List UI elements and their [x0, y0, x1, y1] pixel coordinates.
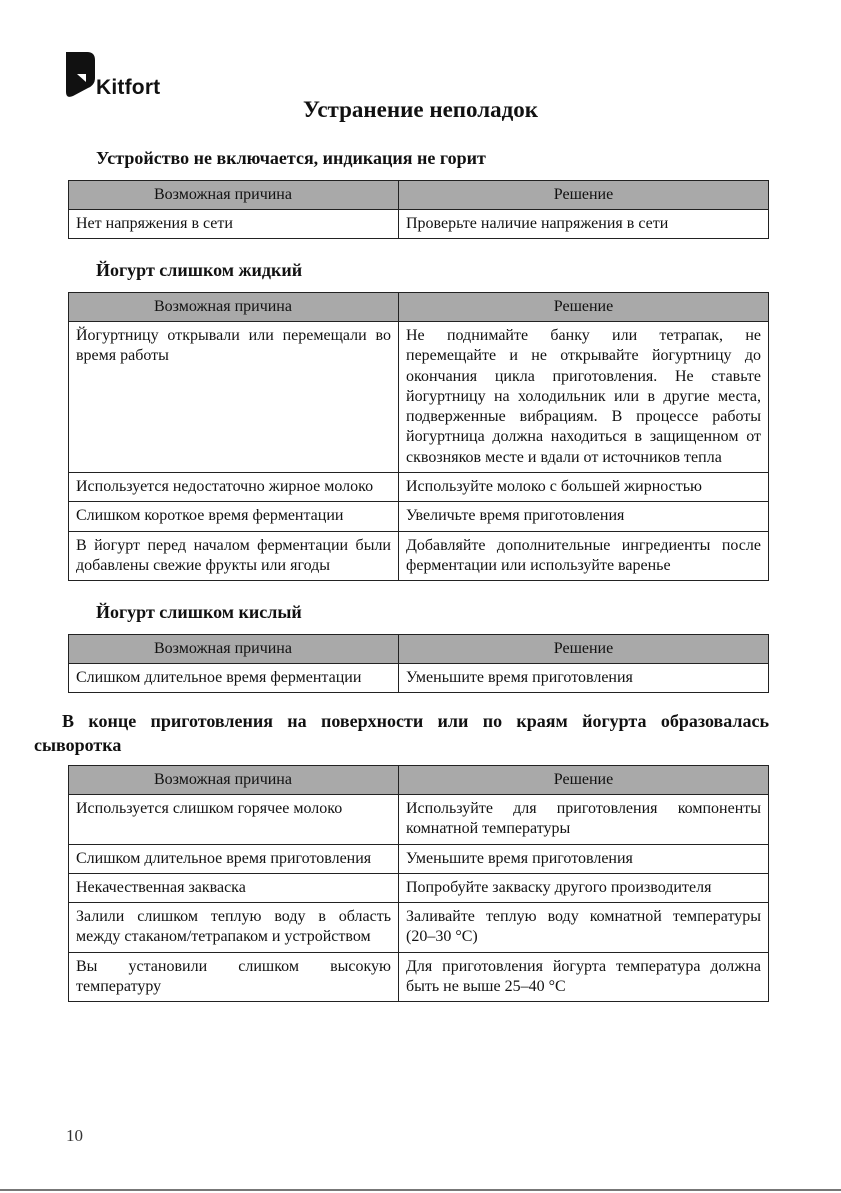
solution-cell: Проверьте наличие напряжения в сети [399, 210, 769, 239]
cause-cell: Слишком короткое время ферментации [69, 502, 399, 531]
header-cause: Возможная причина [69, 766, 399, 795]
table-header-row [69, 766, 769, 795]
table-row [69, 664, 769, 693]
troubleshooting-table [68, 634, 769, 693]
troubleshooting-table [68, 180, 769, 239]
header-cause: Возможная причина [69, 293, 399, 322]
page-number: 10 [66, 1126, 83, 1145]
table-header-row [69, 293, 769, 322]
header-solution: Решение [399, 181, 769, 210]
page-title: Устранение неполадок [302, 97, 539, 122]
solution-cell: Увеличьте время приготовления [399, 502, 769, 531]
cause-cell: Йогуртницу открывали или перемещали во время работы [69, 322, 399, 473]
table-header-row [69, 635, 769, 664]
cause-cell: Вы установили слишком высокую температуру [69, 952, 399, 1002]
kitfort-logo [66, 52, 176, 100]
solution-cell: Не поднимайте банку или тетрапак, не перемещайте и не открывайте йогуртницу до окончания цикла приготовления. Не ставьте йогуртницу на холодильник или в другие места, подверженные вибрациям. В процессе работы йогуртница должна находиться в защищенном от сквозняков месте и вдали от источников тепла [399, 322, 769, 473]
solution-cell: Используйте для приготовления компоненты комнатной температуры [399, 795, 769, 845]
table-row [69, 795, 769, 845]
solution-cell: Используйте молоко с большей жирностью [399, 473, 769, 502]
page-bottom-rule [0, 1189, 841, 1191]
kitfort-logo-mark-icon [66, 52, 96, 98]
table-row [69, 322, 769, 473]
table-row [69, 210, 769, 239]
table-row [69, 873, 769, 902]
table-row [69, 473, 769, 502]
cause-cell: Залили слишком теплую воду в область между стаканом/тетрапаком и устройством [69, 903, 399, 953]
table-row [69, 903, 769, 953]
section-title: Устройство не включается, индикация не горит [96, 148, 486, 168]
header-solution: Решение [399, 635, 769, 664]
table-row [69, 531, 769, 581]
cause-cell: В йогурт перед началом ферментации были добавлены свежие фрукты или ягоды [69, 531, 399, 581]
section-no-power [68, 146, 769, 239]
section-yogurt-too-sour [68, 600, 769, 693]
header-solution: Решение [399, 766, 769, 795]
table-header-row [69, 181, 769, 210]
solution-cell: Для приготовления йогурта температура должна быть не выше 25–40 °C [399, 952, 769, 1002]
cause-cell: Некачественная закваска [69, 873, 399, 902]
cause-cell: Используется слишком горячее молоко [69, 795, 399, 845]
troubleshooting-table [68, 292, 769, 581]
cause-cell: Слишком длительное время приготовления [69, 844, 399, 873]
solution-cell: Уменьшите время приготовления [399, 844, 769, 873]
section-whey-formed [34, 709, 769, 1002]
section-title: В конце приготовления на поверхности или по краям йогурта образовалась сыворотка [34, 711, 769, 755]
section-yogurt-too-liquid [68, 258, 769, 581]
logo-text: Kitfort [96, 76, 161, 99]
cause-cell: Слишком длительное время ферментации [69, 664, 399, 693]
header-cause: Возможная причина [69, 635, 399, 664]
section-title: Йогурт слишком жидкий [96, 260, 303, 280]
header-solution: Решение [399, 293, 769, 322]
table-row [69, 844, 769, 873]
solution-cell: Заливайте теплую воду комнатной температуры (20–30 °C) [399, 903, 769, 953]
solution-cell: Уменьшите время приготовления [399, 664, 769, 693]
table-row [69, 952, 769, 1002]
table-row [69, 502, 769, 531]
solution-cell: Добавляйте дополнительные ингредиенты после ферментации или используйте варенье [399, 531, 769, 581]
section-title: Йогурт слишком кислый [96, 602, 302, 622]
cause-cell: Используется недостаточно жирное молоко [69, 473, 399, 502]
header-cause: Возможная причина [69, 181, 399, 210]
solution-cell: Попробуйте закваску другого производителя [399, 873, 769, 902]
cause-cell: Нет напряжения в сети [69, 210, 399, 239]
troubleshooting-table [68, 765, 769, 1002]
